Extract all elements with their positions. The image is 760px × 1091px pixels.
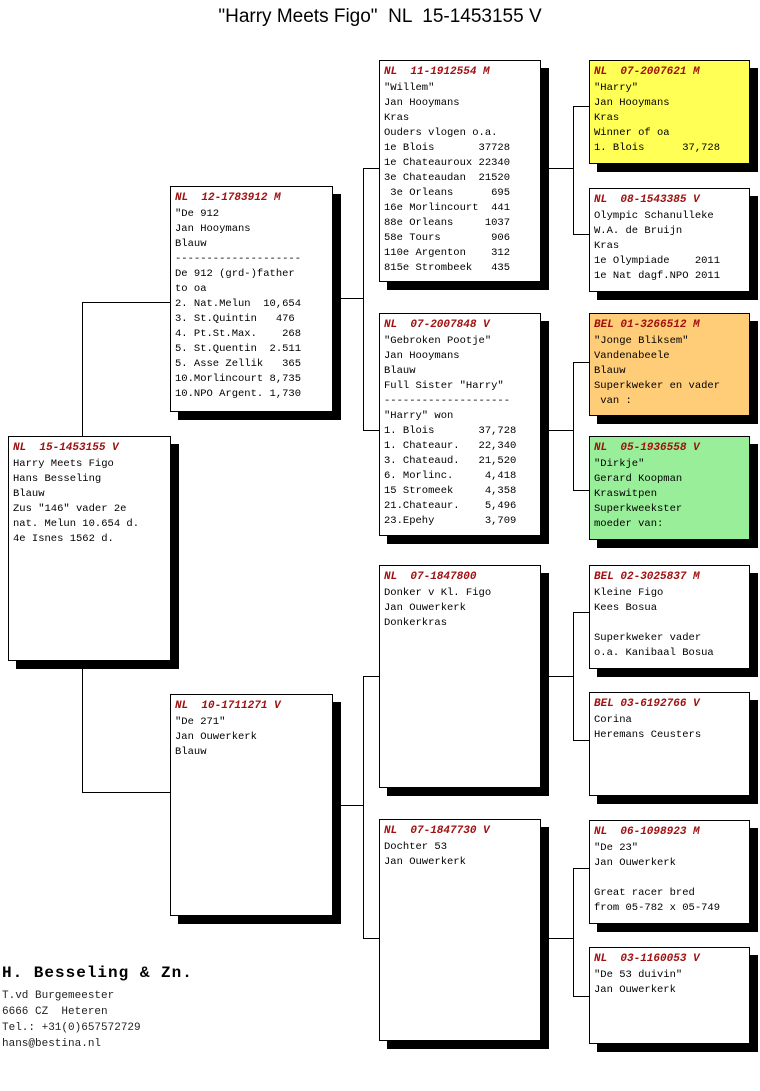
pedigree-card-ggp3 [589, 313, 750, 416]
connector [363, 676, 379, 677]
connector [573, 996, 589, 997]
card-line: 16e Morlincourt 441 [384, 202, 511, 214]
ring-number: NL 07-1847800 [384, 571, 477, 583]
connector [541, 938, 573, 939]
card-line: Olympic Schanulleke [594, 210, 714, 222]
card-line: Jan Ouwerkerk [384, 856, 466, 868]
card-line: "Jonge Bliksem" [594, 335, 689, 347]
ring-number: NL 07-2007621 M [594, 66, 700, 78]
connector [82, 661, 83, 792]
connector [363, 168, 364, 430]
card-line: "Gebroken Pootje" [384, 335, 492, 347]
card-line: Zus "146" vader 2e [13, 503, 127, 515]
connector [82, 792, 170, 793]
card-line: Blauw [175, 238, 207, 250]
connector [541, 168, 573, 169]
card-line: to oa [175, 283, 207, 295]
connector [573, 868, 574, 996]
ring-number: BEL 02-3025837 M [594, 571, 700, 583]
card-line: Jan Hooymans [175, 223, 251, 235]
connector [573, 612, 589, 613]
card-line: 10.NPO Argent. 1,730 [175, 388, 302, 400]
card-line: 21.Chateaur. 5,496 [384, 500, 517, 512]
card-line: o.a. Kanibaal Bosua [594, 647, 714, 659]
card-line: 1. Blois 37,728 [384, 425, 517, 437]
connector [82, 302, 83, 436]
connector [573, 612, 574, 740]
connector [573, 106, 574, 234]
card-line [594, 616, 745, 631]
card-line: "Dirkje" [594, 458, 645, 470]
card-line: Jan Ouwerkerk [175, 731, 257, 743]
card-line: Dochter 53 [384, 841, 448, 853]
card-line: 1e Blois 37728 [384, 142, 511, 154]
card-line: Winner of oa [594, 127, 670, 139]
card-line: Heremans Ceusters [594, 729, 702, 741]
pedigree-card-dam [170, 694, 333, 916]
breeder-name: H. Besseling & Zn. [2, 964, 193, 982]
connector [573, 740, 589, 741]
breeder-contact [2, 964, 193, 1052]
ring-number: NL 11-1912554 M [384, 66, 490, 78]
card-line: -------------------- [175, 253, 302, 265]
connector [333, 298, 363, 299]
card-line: 1e Chateauroux 22340 [384, 157, 511, 169]
ring-number: NL 10-1711271 V [175, 700, 281, 712]
ring-number: NL 07-2007848 V [384, 319, 490, 331]
ring-number: BEL 01-3266512 M [594, 319, 700, 331]
card-line: "De 53 duivin" [594, 969, 683, 981]
card-line: "De 912 [175, 208, 220, 220]
card-line: 1. Blois 37,728 [594, 142, 721, 154]
ring-number: NL 03-1160053 V [594, 953, 700, 965]
connector [363, 430, 379, 431]
ring-number: NL 06-1098923 M [594, 826, 700, 838]
card-line: Kras [384, 112, 410, 124]
pedigree-card-sire-sire [379, 60, 541, 282]
pedigree-card-ggp2 [589, 188, 750, 292]
card-line: De 912 (grd-)father [175, 268, 295, 280]
card-line: 5. Asse Zellik 365 [175, 358, 302, 370]
card-line: Jan Ouwerkerk [594, 984, 676, 996]
card-line: Jan Ouwerkerk [594, 857, 676, 869]
card-line: Superkweekster [594, 503, 683, 515]
card-line: 2. Nat.Melun 10,654 [175, 298, 302, 310]
card-line: from 05-782 x 05-749 [594, 902, 721, 914]
card-line: Kees Bosua [594, 602, 658, 614]
card-line: "Harry" won [384, 410, 454, 422]
card-line: 10.Morlincourt 8,735 [175, 373, 302, 385]
card-line: Kras [594, 240, 620, 252]
card-line: 815e Strombeek 435 [384, 262, 511, 274]
card-line: "Willem" [384, 82, 435, 94]
page-title: "Harry Meets Figo" NL 15-1453155 V [218, 6, 542, 27]
connector [573, 868, 589, 869]
ring-number: NL 05-1936558 V [594, 442, 700, 454]
card-line: Vandenabeele [594, 350, 670, 362]
card-line: 3e Chateaudan 21520 [384, 172, 511, 184]
phone-line: Tel.: +31(0)657572729 [2, 1022, 141, 1034]
card-line: Harry Meets Figo [13, 458, 114, 470]
connector [573, 362, 574, 490]
connector [573, 106, 589, 107]
ring-number: NL 07-1847730 V [384, 825, 490, 837]
pedigree-card-ggp6 [589, 692, 750, 796]
card-line: Kleine Figo [594, 587, 664, 599]
card-line: 88e Orleans 1037 [384, 217, 511, 229]
card-line: 5. St.Quentin 2.511 [175, 343, 302, 355]
connector [82, 302, 170, 303]
card-line: van : [594, 395, 632, 407]
connector [333, 805, 363, 806]
card-line: Donkerkras [384, 617, 448, 629]
card-line: 3e Orleans 695 [384, 187, 511, 199]
card-line: 1e Nat dagf.NPO 2011 [594, 270, 721, 282]
card-line: 4e Isnes 1562 d. [13, 533, 114, 545]
pedigree-card-dam-sire [379, 565, 541, 788]
connector [541, 430, 573, 431]
card-line: 1. Chateaur. 22,340 [384, 440, 517, 452]
card-line: 58e Tours 906 [384, 232, 511, 244]
card-line: 1e Olympiade 2011 [594, 255, 721, 267]
card-line: Blauw [594, 365, 626, 377]
card-line: Corina [594, 714, 632, 726]
connector [573, 362, 589, 363]
connector [541, 676, 573, 677]
card-line: 23.Epehy 3,709 [384, 515, 517, 527]
card-line: 6. Morlinc. 4,418 [384, 470, 517, 482]
card-line: Jan Ouwerkerk [384, 602, 466, 614]
card-line: 15 Stromeek 4,358 [384, 485, 517, 497]
card-line: Gerard Koopman [594, 473, 683, 485]
card-line: 110e Argenton 312 [384, 247, 511, 259]
ring-number: NL 15-1453155 V [13, 442, 119, 454]
card-line: Jan Hooymans [384, 97, 460, 109]
card-line: 3. St.Quintin 476 [175, 313, 295, 325]
pedigree-card-ggp7 [589, 820, 750, 924]
card-line: moeder van: [594, 518, 664, 530]
card-line: Donker v Kl. Figo [384, 587, 492, 599]
ring-number: NL 08-1543385 V [594, 194, 700, 206]
ring-number: BEL 03-6192766 V [594, 698, 700, 710]
pedigree-card-subject [8, 436, 171, 661]
email-line: hans@bestina.nl [2, 1038, 102, 1050]
card-line: Jan Hooymans [594, 97, 670, 109]
connector [363, 938, 379, 939]
card-line: "De 23" [594, 842, 639, 854]
pedigree-card-sire-dam [379, 313, 541, 536]
pedigree-card-ggp5 [589, 565, 750, 669]
card-line: Superkweker vader [594, 632, 702, 644]
card-line: Kraswitpen [594, 488, 658, 500]
address-line: T.vd Burgemeester [2, 990, 115, 1002]
pedigree-card-sire [170, 186, 333, 412]
card-line: nat. Melun 10.654 d. [13, 518, 140, 530]
card-line: Kras [594, 112, 620, 124]
card-line: -------------------- [384, 395, 511, 407]
pedigree-card-ggp1 [589, 60, 750, 164]
card-line: Blauw [175, 746, 207, 758]
card-line: Ouders vlogen o.a. [384, 127, 498, 139]
card-line [594, 871, 745, 886]
pedigree-card-ggp4 [589, 436, 750, 540]
card-line: Full Sister "Harry" [384, 380, 504, 392]
card-line: "Harry" [594, 82, 639, 94]
connector [363, 676, 364, 938]
card-line: "De 271" [175, 716, 226, 728]
connector [573, 234, 589, 235]
card-line: Blauw [13, 488, 45, 500]
card-line: Jan Hooymans [384, 350, 460, 362]
card-line: Blauw [384, 365, 416, 377]
connector [363, 168, 379, 169]
card-line: Superkweker en vader [594, 380, 721, 392]
pedigree-card-dam-dam [379, 819, 541, 1041]
card-line: Hans Besseling [13, 473, 102, 485]
postcode-line: 6666 CZ Heteren [2, 1006, 108, 1018]
card-line: W.A. de Bruijn [594, 225, 683, 237]
card-line: 3. Chateaud. 21,520 [384, 455, 517, 467]
card-line: 4. Pt.St.Max. 268 [175, 328, 302, 340]
card-line: Great racer bred [594, 887, 695, 899]
pedigree-card-ggp8 [589, 947, 750, 1044]
connector [573, 490, 589, 491]
ring-number: NL 12-1783912 M [175, 192, 281, 204]
